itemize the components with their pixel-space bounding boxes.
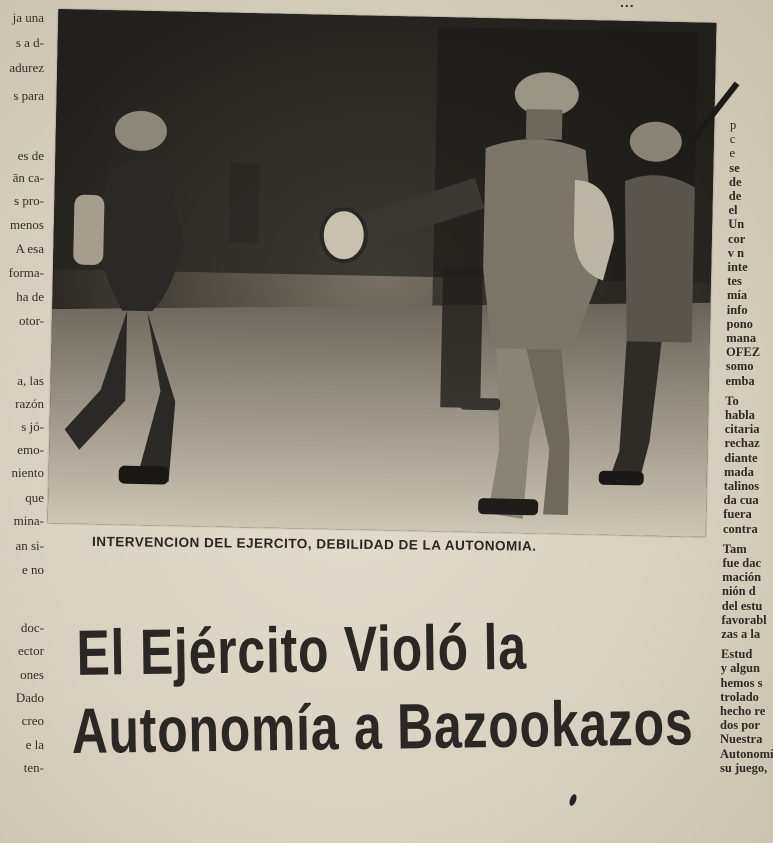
right-column-line: p <box>730 118 737 132</box>
left-column-text <box>0 0 48 843</box>
right-column-line: del estu <box>721 598 763 613</box>
right-column-line: cor <box>728 231 746 246</box>
right-column-line: Tam <box>722 541 747 556</box>
right-column-line: OFEZ <box>726 345 761 360</box>
right-column-line: habla <box>725 408 755 422</box>
left-column-line: e no <box>21 562 44 577</box>
right-column-line: citaria <box>724 422 760 437</box>
right-column-line: mana <box>726 331 757 345</box>
right-column-line: y algun <box>720 661 761 676</box>
right-column-line: mía <box>727 288 748 303</box>
right-column-line: mación <box>722 570 762 585</box>
right-column-line: Nuestra <box>720 732 763 747</box>
right-column-line: Autonomí <box>720 746 773 761</box>
right-column-line: e <box>729 146 736 161</box>
right-column-line: de <box>728 189 742 203</box>
right-column-line: de <box>729 174 742 189</box>
headline-line-1: El Ejército Violó la <box>76 610 528 689</box>
photo-caption: INTERVENCION DEL EJERCITO, DEBILIDAD DE LA AUTONOMIA. <box>91 534 537 554</box>
top-banner-fragment: ... <box>620 0 635 10</box>
left-column-line: A esa <box>15 241 44 256</box>
right-column-line: mada <box>724 464 754 479</box>
right-column-line: diante <box>724 450 758 465</box>
right-column-line: Un <box>728 217 745 232</box>
right-column-line: info <box>726 302 748 317</box>
right-column-line: pono <box>726 316 753 331</box>
left-column-line: niento <box>11 465 44 480</box>
right-column-line: fuera <box>723 507 752 522</box>
right-column-line: Estud <box>721 647 753 662</box>
left-column-line: ten- <box>23 760 44 775</box>
left-column-line: forma- <box>8 265 44 280</box>
ink-dot <box>568 793 578 806</box>
right-column-line: contra <box>723 521 758 536</box>
left-column-line: a, las <box>17 373 44 388</box>
right-column-line: fue dac <box>722 556 762 570</box>
right-column-line: hecho re <box>720 704 766 718</box>
left-column-line: doc- <box>20 620 44 635</box>
right-column-line: favorabl <box>721 612 767 627</box>
right-column-line: To <box>725 393 739 408</box>
left-column-line: ones <box>20 667 44 682</box>
left-column-line: adurez <box>9 60 44 75</box>
left-column-line: Dado <box>15 690 44 705</box>
left-column-line: s pro- <box>14 193 44 208</box>
right-column-line: v n <box>727 245 745 260</box>
left-column-line: es de <box>17 148 44 163</box>
right-column-line: dos por <box>720 718 760 733</box>
headline <box>70 605 712 770</box>
right-column-line: zas a la <box>721 627 761 641</box>
left-column-line: ja una <box>12 10 44 25</box>
left-column-line: s a d- <box>15 35 44 50</box>
right-column-line: c <box>729 132 736 147</box>
left-column-line: e la <box>25 737 44 752</box>
right-column-line: tes <box>727 274 742 289</box>
right-column-line: da cua <box>723 493 759 508</box>
right-column-line: se <box>729 160 740 175</box>
left-column-line: ha de <box>16 289 44 304</box>
right-column-line: emba <box>725 373 755 388</box>
right-column-line: trolado <box>720 689 759 704</box>
left-column-line: s jó- <box>21 419 44 434</box>
left-column-line: creo <box>21 713 44 728</box>
news-photo-soldiers-bazooka <box>48 9 717 537</box>
right-column-line: rechaz <box>724 436 760 451</box>
left-column-line: s para <box>13 88 44 103</box>
right-column-line: nión d <box>722 584 756 599</box>
right-column-line: inte <box>727 260 748 274</box>
photo-illustration <box>48 9 717 537</box>
left-column-line: ector <box>18 643 44 658</box>
left-column-line: menos <box>10 217 44 232</box>
right-column-line: el <box>728 203 738 218</box>
left-column-line: ān ca- <box>12 170 44 185</box>
headline-line-2: Autonomía a Bazookazos <box>71 686 694 767</box>
left-column-line: otor- <box>18 313 44 328</box>
right-column-line: talinos <box>723 479 760 493</box>
left-column-line: emo- <box>17 442 44 457</box>
left-column-line: razón <box>15 396 44 411</box>
left-column-line: mina- <box>13 513 44 528</box>
left-column-line: an si- <box>15 538 44 553</box>
right-column-line: hemos s <box>720 675 763 690</box>
right-column-text <box>716 0 773 843</box>
right-column-line: su juego, <box>720 760 768 775</box>
left-column-line: que <box>25 490 44 505</box>
right-column-line: somo <box>725 359 754 374</box>
